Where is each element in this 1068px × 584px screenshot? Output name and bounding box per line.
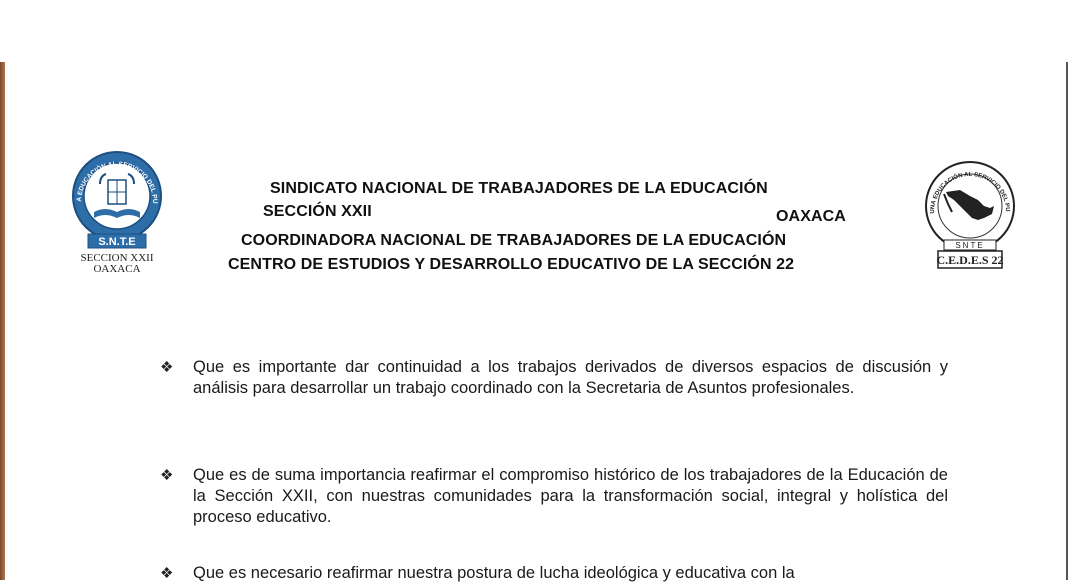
scan-edge-left — [0, 62, 5, 580]
bullet-text: Que es importante dar continuidad a los trabajos derivados de diversos espacios de discusión y análisis para desarrollar un trabajo coordinado con la Secretaria de Asuntos profesionales. — [193, 358, 948, 397]
diamond-bullet-icon: ❖ — [160, 359, 174, 376]
logo-caption-seccion: SECCION XXII — [80, 252, 154, 264]
svg-text:POR UNA EDUCACIÓN AL SERVICIO: UNA EDUCACIÓN AL SERVICIO DEL PU — [929, 171, 1011, 214]
bullet-item — [160, 465, 948, 528]
cedes-22-logo — [908, 160, 1036, 272]
header-coordinadora: COORDINADORA NACIONAL DE TRABAJADORES DE LA EDUCACIÓN — [241, 232, 787, 249]
svg-text:S.N.T.E: S.N.T.E — [98, 236, 136, 248]
cedes-seal-icon — [908, 160, 1036, 272]
svg-text:POR LA EDUCACIÓN AL SERVICIO D: A EDUCACIÓN AL SERVICIO DEL PU — [75, 160, 159, 204]
svg-text:SNTE: SNTE — [955, 241, 985, 250]
logo-caption-oaxaca: OAXACA — [93, 263, 141, 275]
header-state: OAXACA — [776, 208, 846, 225]
diamond-bullet-icon: ❖ — [160, 565, 174, 582]
bullet-text: Que es de suma importancia reafirmar el compromiso histórico de los trabajadores de la Educación de la Sección XXII, con nuestras comunidades para la transformación social, integral y holística del proceso educativo. — [193, 466, 948, 526]
header-section: SECCIÓN XXII — [263, 203, 372, 220]
snte-seal-icon — [64, 150, 170, 254]
diamond-bullet-icon: ❖ — [160, 467, 174, 484]
header-centro: CENTRO DE ESTUDIOS Y DESARROLLO EDUCATIVO DE LA SECCIÓN 22 — [228, 256, 795, 273]
bullet-item — [160, 563, 948, 584]
bullet-text: Que es necesario reafirmar nuestra postura de lucha ideológica y educativa con la — [193, 564, 795, 582]
svg-text:C.E.D.E.S 22: C.E.D.E.S 22 — [936, 253, 1004, 267]
header-union-name: SINDICATO NACIONAL DE TRABAJADORES DE LA EDUCACIÓN — [270, 180, 768, 197]
bullet-item — [160, 357, 948, 399]
